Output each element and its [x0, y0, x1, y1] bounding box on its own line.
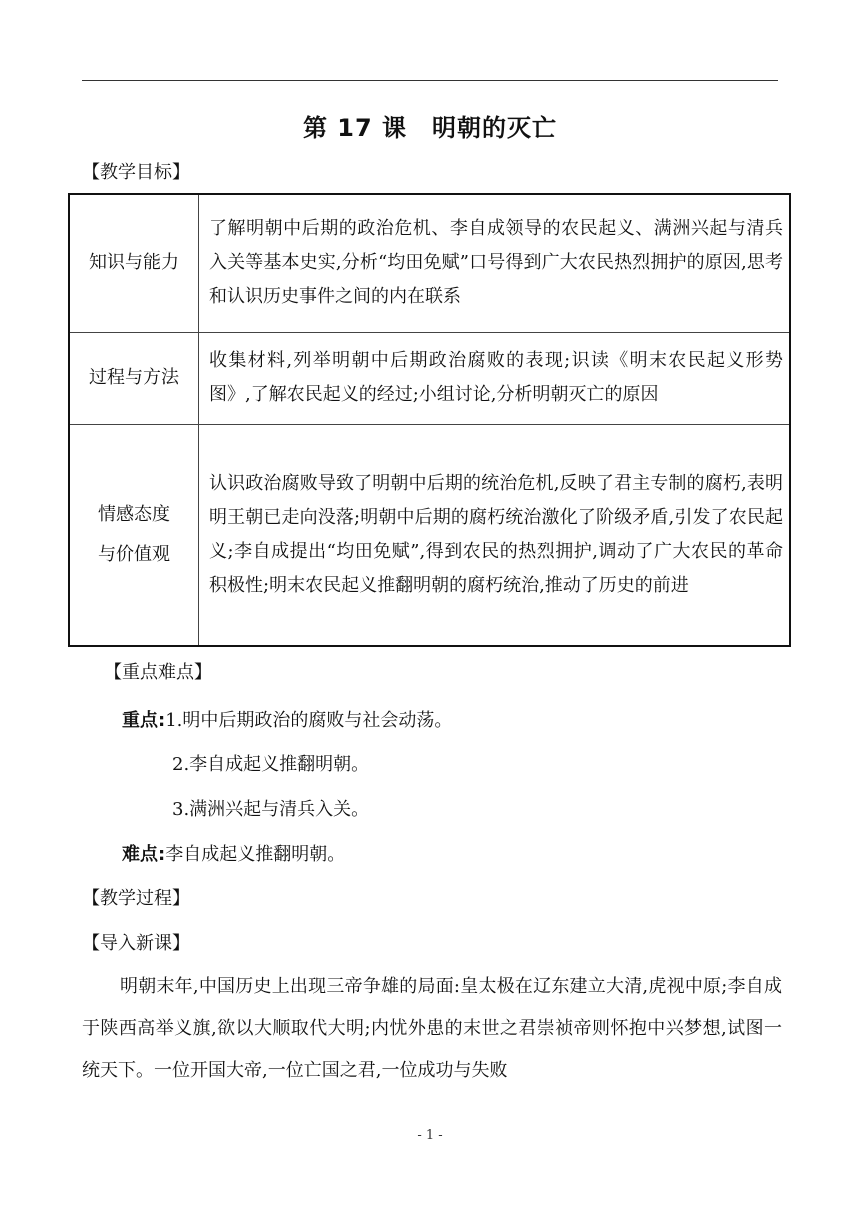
key-point-item: 1.明中后期政治的腐败与社会动荡。 [165, 710, 453, 731]
table-row [69, 332, 790, 424]
difficult-point-label: 难点: [122, 844, 166, 865]
difficult-point-text: 李自成起义推翻明朝。 [165, 844, 346, 865]
objective-category-line: 与价值观 [98, 543, 170, 565]
objective-content: 了解明朝中后期的政治危机、李自成领导的农民起义、满洲兴起与清兵入关等基本史实,分析“均田免赋”口号得到广大农民热烈拥护的原因,思考和认识历史事件之间的内在联系 [199, 194, 791, 332]
key-point-item: 2.李自成起义推翻明朝。 [172, 754, 370, 775]
key-point-item: 3.满洲兴起与清兵入关。 [172, 799, 370, 820]
objective-category: 过程与方法 [69, 332, 199, 424]
lesson-title: 第 17 课 明朝的灭亡 [302, 114, 558, 142]
objective-content: 认识政治腐败导致了明朝中后期的统治危机,反映了君主专制的腐朽,表明明王朝已走向没落;明朝中后期的腐朽统治激化了阶级矛盾,引发了农民起义;李自成提出“均田免赋”,得到农民的热烈拥护,调动了广大农民的革命积极性;明末农民起义推翻明朝的腐朽统治,推动了历史的前进 [199, 424, 791, 646]
header-rule [82, 80, 778, 81]
objective-category [69, 424, 199, 646]
objective-category: 知识与能力 [69, 194, 199, 332]
key-point-line [122, 706, 452, 732]
process-heading: 【教学过程】 [82, 888, 190, 909]
objective-category-line: 情感态度 [98, 503, 170, 525]
objectives-heading: 【教学目标】 [82, 162, 190, 183]
difficult-point-line [122, 840, 345, 866]
objectives-table [68, 193, 791, 647]
intro-heading: 【导入新课】 [82, 933, 190, 954]
table-row [69, 424, 790, 646]
table-row [69, 194, 790, 332]
keypoints-heading: 【重点难点】 [104, 662, 212, 683]
objective-content: 收集材料,列举明朝中后期政治腐败的表现;识读《明末农民起义形势图》,了解农民起义的经过;小组讨论,分析明朝灭亡的原因 [199, 332, 791, 424]
page-number: - 1 - [417, 1128, 443, 1143]
key-point-label: 重点: [122, 710, 166, 731]
intro-paragraph: 明朝末年,中国历史上出现三帝争雄的局面:皇太极在辽东建立大清,虎视中原;李自成于陕西高举义旗,欲以大顺取代大明;内忧外患的末世之君崇祯帝则怀抱中兴梦想,试图一统天下。一位开国大帝,一位亡国之君,一位成功与失败 [82, 976, 782, 1081]
